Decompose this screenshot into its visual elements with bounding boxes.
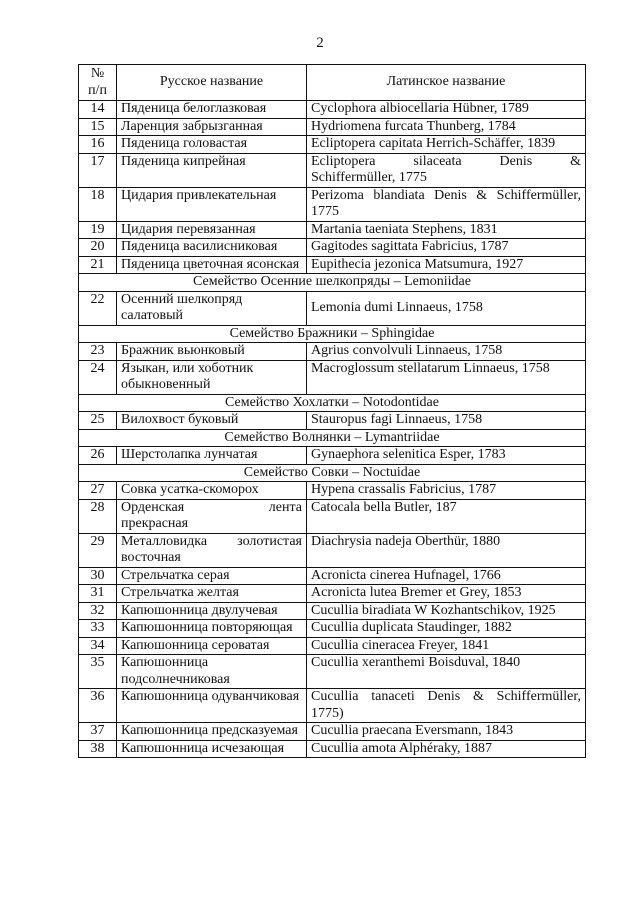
- latin-name-line: Ecliptopera silaceata Denis &: [311, 153, 581, 169]
- russian-name: Бражник вьюнковый: [117, 343, 307, 361]
- latin-name: Acronicta lutea Bremer et Grey, 1853: [307, 585, 586, 603]
- header-number-sign: №: [90, 66, 105, 81]
- table-row: [79, 153, 586, 187]
- table-row: [79, 723, 586, 741]
- latin-name-line: Cucullia tanaceti Denis & Schiffermüller,: [311, 689, 581, 704]
- header-number-abbr: п/п: [88, 82, 107, 98]
- russian-name: Стрельчатка желтая: [117, 585, 307, 603]
- latin-name: Hypena crassalis Fabricius, 1787: [307, 482, 586, 500]
- page-number: 2: [316, 35, 324, 51]
- russian-name: Цидария перевязанная: [117, 221, 307, 239]
- latin-name: Cyclophora albiocellaria Hübner, 1789: [307, 101, 586, 119]
- table-row: [79, 637, 586, 655]
- row-number: 34: [79, 637, 117, 655]
- table-row: [79, 187, 586, 221]
- russian-name: Ларенция забрызганная: [117, 118, 307, 136]
- russian-name: Капюшонница повторяющая: [117, 620, 307, 638]
- row-number: 35: [79, 655, 117, 689]
- family-heading: Семейство Хохлатки – Notodontidae: [79, 394, 586, 412]
- family-row: [79, 274, 586, 292]
- table-row: [79, 136, 586, 154]
- russian-name: Капюшонница одуванчиковая: [117, 689, 307, 723]
- row-number: 30: [79, 567, 117, 585]
- row-number: 32: [79, 602, 117, 620]
- russian-name: Капюшонница предсказуемая: [117, 723, 307, 741]
- header-latin-name: Латинское название: [307, 65, 586, 101]
- table-row: [79, 655, 586, 689]
- row-number: 21: [79, 256, 117, 274]
- russian-name-line: прекрасная: [121, 516, 189, 531]
- row-number: 38: [79, 740, 117, 758]
- row-number: 29: [79, 533, 117, 567]
- table-row: [79, 533, 586, 567]
- russian-name: Пяденица цветочная ясонская: [117, 256, 307, 274]
- table-row: [79, 602, 586, 620]
- table-row: [79, 239, 586, 257]
- row-number: 19: [79, 221, 117, 239]
- row-number: 22: [79, 291, 117, 325]
- row-number: 28: [79, 499, 117, 533]
- family-heading: Семейство Бражники – Sphingidae: [79, 325, 586, 343]
- latin-name: Cucullia cineracea Freyer, 1841: [307, 637, 586, 655]
- latin-name: [307, 689, 586, 723]
- table-row: [79, 585, 586, 603]
- family-heading: Семейство Волнянки – Lymantriidae: [79, 429, 586, 447]
- russian-name: Пяденица головастая: [117, 136, 307, 154]
- table-row: [79, 740, 586, 758]
- table-row: [79, 291, 586, 325]
- table-body: [79, 101, 586, 758]
- row-number: 33: [79, 620, 117, 638]
- family-row: [79, 325, 586, 343]
- row-number: 24: [79, 360, 117, 394]
- russian-name: Цидария привлекательная: [117, 187, 307, 221]
- table-row: [79, 689, 586, 723]
- row-number: 37: [79, 723, 117, 741]
- family-row: [79, 394, 586, 412]
- family-heading: Семейство Осенние шелкопряды – Lemoniidae: [79, 274, 586, 292]
- latin-name: Catocala bella Butler, 187: [307, 499, 586, 533]
- latin-name: Martania taeniata Stephens, 1831: [307, 221, 586, 239]
- latin-name-line: 1775: [311, 204, 339, 219]
- latin-name: Gagitodes sagittata Fabricius, 1787: [307, 239, 586, 257]
- latin-name: [307, 153, 586, 187]
- row-number: 17: [79, 153, 117, 187]
- table-row: [79, 447, 586, 465]
- table-row: [79, 118, 586, 136]
- header-number: [79, 65, 117, 101]
- header-russian-name: Русское название: [117, 65, 307, 101]
- table-row: [79, 412, 586, 430]
- russian-name: Пяденица кипрейная: [117, 153, 307, 187]
- table-row: [79, 620, 586, 638]
- latin-name: Gynaephora selenitica Esper, 1783: [307, 447, 586, 465]
- russian-name: Стрельчатка серая: [117, 567, 307, 585]
- latin-name: Ecliptopera capitata Herrich-Schäffer, 1839: [307, 136, 586, 154]
- table-row: [79, 482, 586, 500]
- row-number: 25: [79, 412, 117, 430]
- table-row: [79, 101, 586, 119]
- latin-name: Hydriomena furcata Thunberg, 1784: [307, 118, 586, 136]
- russian-name: Пяденица белоглазковая: [117, 101, 307, 119]
- row-number: 31: [79, 585, 117, 603]
- row-number: 14: [79, 101, 117, 119]
- latin-name: Agrius convolvuli Linnaeus, 1758: [307, 343, 586, 361]
- row-number: 18: [79, 187, 117, 221]
- family-row: [79, 464, 586, 482]
- latin-name: [307, 187, 586, 221]
- russian-name: Капюшонница исчезающая: [117, 740, 307, 758]
- table-header-row: [79, 65, 586, 101]
- row-number: 26: [79, 447, 117, 465]
- table-row: [79, 499, 586, 533]
- row-number: 15: [79, 118, 117, 136]
- row-number: 16: [79, 136, 117, 154]
- table-row: [79, 343, 586, 361]
- species-table: [78, 64, 586, 758]
- table-row: [79, 256, 586, 274]
- russian-name: Вилохвост буковый: [117, 412, 307, 430]
- latin-name: Cucullia amota Alphéraky, 1887: [307, 740, 586, 758]
- russian-name-line: Металловидка золотистая: [121, 533, 302, 549]
- row-number: 23: [79, 343, 117, 361]
- russian-name: Капюшонница двулучевая: [117, 602, 307, 620]
- family-row: [79, 429, 586, 447]
- latin-name: Diachrysia nadeja Oberthür, 1880: [307, 533, 586, 567]
- row-number: 27: [79, 482, 117, 500]
- row-number: 20: [79, 239, 117, 257]
- latin-name: Lemonia dumi Linnaeus, 1758: [307, 291, 586, 325]
- latin-name-line: Perizoma blandiata Denis & Schiffermüller,: [311, 187, 581, 203]
- latin-name-line: 1775): [311, 705, 344, 721]
- latin-name-line: Schiffermüller, 1775: [311, 170, 427, 185]
- latin-name: Macroglossum stellatarum Linnaeus, 1758: [307, 360, 586, 394]
- latin-name: Cucullia duplicata Staudinger, 1882: [307, 620, 586, 638]
- table-row: [79, 360, 586, 394]
- russian-name-line: восточная: [121, 550, 181, 565]
- russian-name: Осенний шелкопряд салатовый: [117, 291, 307, 325]
- table-row: [79, 567, 586, 585]
- russian-name: [117, 499, 307, 533]
- russian-name: Языкан, или хоботник обыкновенный: [117, 360, 307, 394]
- russian-name: [117, 533, 307, 567]
- family-heading: Семейство Совки – Noctuidae: [79, 464, 586, 482]
- russian-name: Совка усатка-скоморох: [117, 482, 307, 500]
- latin-name: Eupithecia jezonica Matsumura, 1927: [307, 256, 586, 274]
- russian-name-line: Орденская лента: [121, 499, 302, 515]
- latin-name: Stauropus fagi Linnaeus, 1758: [307, 412, 586, 430]
- latin-name: Cucullia biradiata W Kozhantschikov, 1925: [307, 602, 586, 620]
- table-row: [79, 221, 586, 239]
- latin-name: Cucullia praecana Eversmann, 1843: [307, 723, 586, 741]
- latin-name: Cucullia xeranthemi Boisduval, 1840: [307, 655, 586, 689]
- latin-name: Acronicta cinerea Hufnagel, 1766: [307, 567, 586, 585]
- russian-name: Капюшонница сероватая: [117, 637, 307, 655]
- russian-name: Пяденица василисниковая: [117, 239, 307, 257]
- russian-name: Шерстолапка лунчатая: [117, 447, 307, 465]
- row-number: 36: [79, 689, 117, 723]
- russian-name: Капюшонница подсолнечниковая: [117, 655, 307, 689]
